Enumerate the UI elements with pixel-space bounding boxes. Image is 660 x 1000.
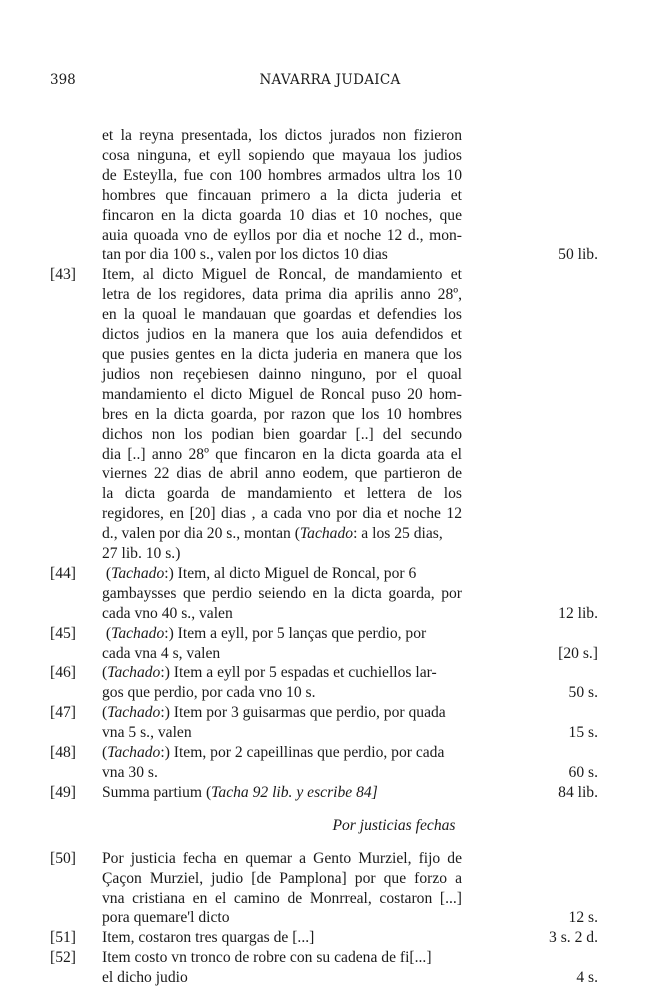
amount: 50 s. (568, 684, 598, 702)
text-line: Çaçon Murziel, judio [de Pamplona] por que forzo a (102, 869, 462, 887)
text-line: fincaron en la dicta goarda 10 dias et 10 noches, que (102, 206, 462, 224)
text-line: viernes 22 dias de abril anno eodem, que partieron de (102, 465, 462, 483)
entry-text (102, 928, 462, 948)
entry-number: [50] (50, 849, 76, 867)
entry-text (102, 948, 462, 988)
book-title: NAVARRA JUDAICA (259, 72, 401, 88)
text-line (102, 524, 462, 544)
entry-text (102, 624, 462, 664)
entry-51 (50, 928, 610, 948)
entry-number: [45] (50, 624, 76, 642)
amount: 4 s. (576, 969, 598, 987)
entry-44 (50, 564, 610, 624)
text-line: vna 5 s., valen (102, 724, 192, 742)
text-line: Item, al dicto Miguel de Roncal, de mandamiento et (102, 266, 462, 284)
text-line: Item, costaron tres quargas de [...] (102, 929, 315, 947)
text-line: gos que perdio, por cada vno 10 s. (102, 684, 316, 702)
amount: 12 s. (568, 909, 598, 927)
entry-number: [48] (50, 744, 76, 762)
entry-number: [43] (50, 266, 76, 284)
text-segment: :) Item, al dicto Miguel de Roncal, por 6 (164, 564, 417, 582)
amount: 60 s. (568, 764, 598, 781)
text-line: (Tachado:) Item, por 2 capeillinas que perdio, por cada (102, 744, 445, 762)
text-line: vna cristiana en el camino de Monrreal, costaron [...] (102, 889, 462, 907)
text-line: dichos non los podian bien goardar [..] del secundo (102, 425, 462, 443)
text-line: 27 lib. 10 s.) (102, 545, 181, 563)
text-segment: Summa partium ( (102, 783, 212, 801)
entry-43 (50, 265, 610, 564)
text-line: cada vno 40 s., valen (102, 604, 233, 622)
text-segment: :) Item por 3 guisarmas que perdio, por quada (160, 704, 446, 722)
text-line: dia [..] anno 28º que fincaron en la dicta goarda ata el (102, 445, 462, 463)
entry-text (102, 126, 462, 265)
text-line: letra de los regidores, data prima dia aprilis anno 28º, (102, 286, 462, 304)
text-line: hombres que fincauan primero a la dicta juderia et (102, 186, 462, 204)
entry-49 (50, 783, 610, 803)
entry-text (102, 849, 462, 929)
entry-52 (50, 948, 610, 988)
text-line: auia quoada vno de eyllos por dia et noche 12 d., mon- (102, 226, 462, 244)
text-line: Por justicia fecha en quemar a Gento Murziel, fijo de (102, 849, 462, 867)
text-line: (Tachado:) Item a eyll por 5 espadas et cuchiellos lar- (102, 664, 437, 682)
text-line: tan por dia 100 s., valen por los dictos 10 dias (102, 246, 388, 264)
text-line: Item costo vn tronco de robre con su cadena de fi[...] (102, 949, 432, 967)
text-line: que pusies gentes en la dicta juderia en manera que los (102, 345, 462, 363)
entry-46 (50, 663, 610, 703)
entry-48 (50, 743, 610, 783)
text-line: vna 30 s. (102, 764, 158, 781)
text-line (102, 783, 462, 803)
text-line: judios non reçebiesen dainno ninguno, por el quoal (102, 365, 462, 383)
text-line: (Tachado:) Item a eyll, por 5 lanças que perdio, por (102, 624, 427, 642)
text-segment: : a los 25 dias, (353, 525, 443, 543)
text-segment: :) Item a eyll por 5 espadas et cuchiellos lar- (160, 664, 437, 682)
text-line: regidores, en [20] dias , a cada vno por dia et noche 12 (102, 505, 462, 523)
text-line: de Esteylla, fue con 100 hombres armados ultra los 10 (102, 166, 462, 184)
amount: 84 lib. (558, 783, 598, 801)
entry-number: [47] (50, 704, 76, 722)
entry-45 (50, 624, 610, 664)
entry-text (102, 783, 462, 803)
tachado-note: Tachado (107, 704, 161, 722)
entry-number: [46] (50, 664, 76, 682)
amount: [20 s.] (558, 644, 598, 662)
entry-text (102, 743, 462, 783)
text-segment: d., valen por dia 20 s., montan ( (102, 525, 300, 543)
section-heading: Por justicias fechas (332, 816, 456, 834)
entry-text (102, 265, 462, 564)
amount: 12 lib. (558, 604, 598, 622)
entry-number: [44] (50, 564, 76, 582)
running-head (0, 72, 660, 92)
amount: 3 s. 2 d. (549, 929, 598, 947)
text-line: mandamiento el dicto Miguel de Roncal puso 20 hom- (102, 385, 462, 403)
entry-number: [52] (50, 949, 76, 967)
page-number: 398 (50, 72, 76, 88)
entry-47 (50, 703, 610, 743)
text-line: cosa ninguna, et eyll sopiendo que mayaua los judios (102, 146, 462, 164)
body-text (50, 126, 610, 988)
text-line: el dicho judio (102, 969, 188, 987)
entry-50 (50, 849, 610, 929)
tachado-note: Tachado (107, 744, 161, 762)
text-line: et la reyna presentada, los dictos jurados non fizieron (102, 127, 462, 144)
entry-continuation (50, 126, 610, 265)
tachado-note: Tachado (299, 525, 354, 543)
text-line: dictos judios en la manera que los auia defendidos et (102, 326, 462, 344)
text-segment: :) Item, por 2 capeillinas que perdio, por cada (160, 744, 445, 762)
text-line: (Tachado:) Item, al dicto Miguel de Roncal, por 6 (102, 564, 417, 582)
text-line: gambaysses que perdio seiendo en la dicta goarda, por (102, 584, 462, 602)
text-line: cada vna 4 s, valen (102, 644, 221, 662)
amount: 50 lib. (558, 246, 598, 264)
text-line: bres en la dicta goarda, por razon que los 10 hombres (102, 405, 462, 423)
entry-number: [49] (50, 783, 76, 801)
entry-text (102, 564, 462, 624)
amount: 15 s. (568, 724, 598, 742)
text-line: la dicta goarda de mandamiento et lettera de los (102, 485, 462, 503)
tachado-note: Tachado (111, 564, 165, 582)
entry-text (102, 663, 462, 703)
text-line: pora quemare'l dicto (102, 909, 230, 927)
tachado-note: Tachado (107, 664, 161, 682)
tachado-note: Tachado (111, 624, 165, 642)
text-line: en la quoal le mandauan que goardas et defendies los (102, 306, 462, 324)
text-segment: :) Item a eyll, por 5 lanças que perdio, por (164, 624, 427, 642)
entry-number: [51] (50, 929, 76, 947)
text-line: (Tachado:) Item por 3 guisarmas que perdio, por quada (102, 704, 446, 722)
editorial-note: Tacha 92 lib. y escribe 84] (211, 783, 378, 801)
entry-text (102, 703, 462, 743)
